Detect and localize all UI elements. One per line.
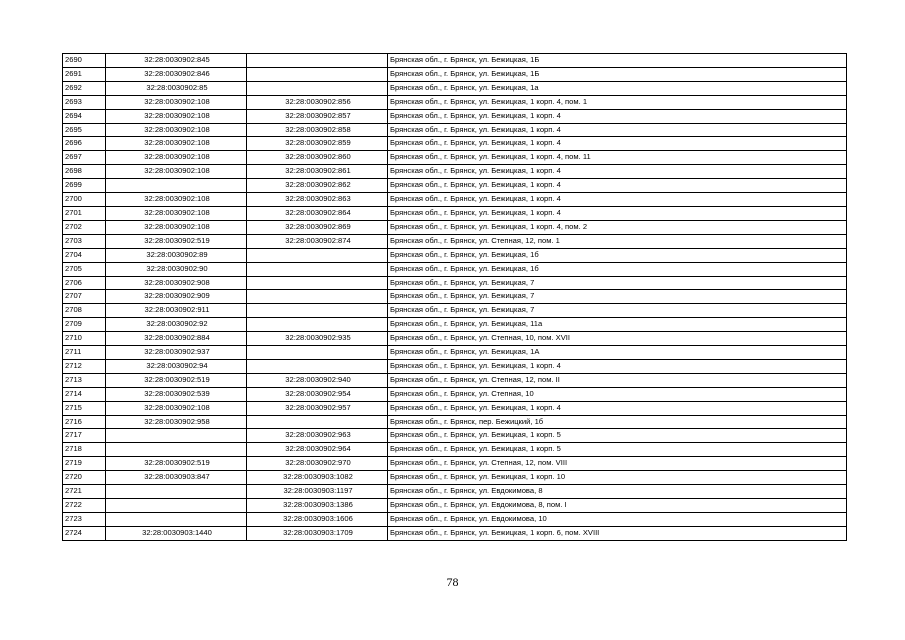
cadastral-number-cell: 32:28:0030902:89 [106,248,247,262]
cadastral-number-cell: 32:28:0030902:908 [106,276,247,290]
address-cell: Брянская обл., г. Брянск, ул. Бежицкая, 1а [388,81,847,95]
table-row [63,346,847,360]
row-number-cell: 2717 [63,429,106,443]
object-cadastral-number-cell: 32:28:0030903:1197 [247,485,388,499]
row-number-cell: 2711 [63,346,106,360]
cadastral-number-cell: 32:28:0030902:519 [106,457,247,471]
address-cell: Брянская обл., г. Брянск, ул. Бежицкая, 1 корп. 6, пом. XVIII [388,526,847,540]
cadastral-number-cell: 32:28:0030902:519 [106,373,247,387]
table-row [63,179,847,193]
row-number-cell: 2693 [63,95,106,109]
table-row [63,81,847,95]
cadastral-number-cell: 32:28:0030902:884 [106,332,247,346]
registry-table-body [63,54,847,541]
object-cadastral-number-cell: 32:28:0030902:940 [247,373,388,387]
row-number-cell: 2724 [63,526,106,540]
cadastral-number-cell: 32:28:0030902:845 [106,54,247,68]
address-cell: Брянская обл., г. Брянск, ул. Бежицкая, 1 корп. 4, пом. 1 [388,95,847,109]
row-number-cell: 2722 [63,499,106,513]
address-cell: Брянская обл., г. Брянск, ул. Бежицкая, 1 корп. 4 [388,109,847,123]
object-cadastral-number-cell: 32:28:0030902:858 [247,123,388,137]
address-cell: Брянская обл., г. Брянск, ул. Бежицкая, 1 корп. 4 [388,193,847,207]
object-cadastral-number-cell [247,81,388,95]
table-row [63,359,847,373]
address-cell: Брянская обл., г. Брянск, ул. Евдокимова, 10 [388,512,847,526]
object-cadastral-number-cell [247,290,388,304]
cadastral-number-cell: 32:28:0030902:846 [106,67,247,81]
object-cadastral-number-cell: 32:28:0030902:964 [247,443,388,457]
table-row [63,499,847,513]
row-number-cell: 2699 [63,179,106,193]
cadastral-number-cell: 32:28:0030902:108 [106,220,247,234]
object-cadastral-number-cell: 32:28:0030902:935 [247,332,388,346]
table-row [63,151,847,165]
object-cadastral-number-cell [247,262,388,276]
cadastral-number-cell [106,499,247,513]
table-row [63,109,847,123]
object-cadastral-number-cell: 32:28:0030902:856 [247,95,388,109]
address-cell: Брянская обл., г. Брянск, ул. Бежицкая, 1 корп. 5 [388,443,847,457]
object-cadastral-number-cell: 32:28:0030902:874 [247,234,388,248]
registry-table [62,53,847,541]
address-cell: Брянская обл., г. Брянск, ул. Бежицкая, 1б [388,248,847,262]
object-cadastral-number-cell: 32:28:0030902:963 [247,429,388,443]
object-cadastral-number-cell: 32:28:0030903:1709 [247,526,388,540]
cadastral-number-cell: 32:28:0030902:108 [106,95,247,109]
address-cell: Брянская обл., г. Брянск, ул. Степная, 12, пом. 1 [388,234,847,248]
table-row [63,485,847,499]
address-cell: Брянская обл., г. Брянск, ул. Степная, 12, пом. VIII [388,457,847,471]
cadastral-number-cell: 32:28:0030902:108 [106,401,247,415]
cadastral-number-cell [106,443,247,457]
row-number-cell: 2709 [63,318,106,332]
row-number-cell: 2715 [63,401,106,415]
cadastral-number-cell: 32:28:0030902:108 [106,193,247,207]
cadastral-number-cell: 32:28:0030902:937 [106,346,247,360]
address-cell: Брянская обл., г. Брянск, ул. Бежицкая, 1 корп. 4 [388,123,847,137]
address-cell: Брянская обл., г. Брянск, ул. Бежицкая, 1 корп. 4, пом. 2 [388,220,847,234]
object-cadastral-number-cell: 32:28:0030903:1606 [247,512,388,526]
object-cadastral-number-cell: 32:28:0030902:860 [247,151,388,165]
object-cadastral-number-cell [247,415,388,429]
cadastral-number-cell: 32:28:0030902:519 [106,234,247,248]
row-number-cell: 2714 [63,387,106,401]
table-row [63,401,847,415]
cadastral-number-cell: 32:28:0030902:539 [106,387,247,401]
address-cell: Брянская обл., г. Брянск, ул. Степная, 12, пом. II [388,373,847,387]
row-number-cell: 2700 [63,193,106,207]
object-cadastral-number-cell: 32:28:0030902:862 [247,179,388,193]
table-row [63,373,847,387]
object-cadastral-number-cell: 32:28:0030902:869 [247,220,388,234]
table-row [63,248,847,262]
table-row [63,67,847,81]
cadastral-number-cell: 32:28:0030902:108 [106,151,247,165]
table-row [63,526,847,540]
table-row [63,304,847,318]
address-cell: Брянская обл., г. Брянск, ул. Бежицкая, 1 корп. 5 [388,429,847,443]
cadastral-number-cell: 32:28:0030902:92 [106,318,247,332]
table-row [63,54,847,68]
cadastral-number-cell: 32:28:0030902:94 [106,359,247,373]
address-cell: Брянская обл., г. Брянск, ул. Бежицкая, 1 корп. 4 [388,165,847,179]
address-cell: Брянская обл., г. Брянск, ул. Бежицкая, 1 корп. 4 [388,206,847,220]
row-number-cell: 2690 [63,54,106,68]
object-cadastral-number-cell [247,54,388,68]
object-cadastral-number-cell: 32:28:0030902:859 [247,137,388,151]
cadastral-number-cell [106,485,247,499]
row-number-cell: 2695 [63,123,106,137]
row-number-cell: 2692 [63,81,106,95]
row-number-cell: 2716 [63,415,106,429]
table-row [63,332,847,346]
address-cell: Брянская обл., г. Брянск, ул. Бежицкая, 1 корп. 4 [388,137,847,151]
address-cell: Брянская обл., г. Брянск, ул. Евдокимова, 8, пом. I [388,499,847,513]
cadastral-number-cell: 32:28:0030902:958 [106,415,247,429]
table-row [63,457,847,471]
row-number-cell: 2713 [63,373,106,387]
row-number-cell: 2691 [63,67,106,81]
address-cell: Брянская обл., г. Брянск, ул. Бежицкая, 7 [388,290,847,304]
object-cadastral-number-cell: 32:28:0030902:957 [247,401,388,415]
row-number-cell: 2721 [63,485,106,499]
address-cell: Брянская обл., г. Брянск, ул. Бежицкая, 1Б [388,54,847,68]
row-number-cell: 2723 [63,512,106,526]
object-cadastral-number-cell: 32:28:0030903:1082 [247,471,388,485]
cadastral-number-cell: 32:28:0030902:911 [106,304,247,318]
object-cadastral-number-cell: 32:28:0030902:970 [247,457,388,471]
table-row [63,234,847,248]
page-number: 78 [446,575,459,589]
table-row [63,95,847,109]
object-cadastral-number-cell [247,318,388,332]
table-row [63,193,847,207]
object-cadastral-number-cell [247,359,388,373]
object-cadastral-number-cell [247,276,388,290]
cadastral-number-cell: 32:28:0030902:108 [106,137,247,151]
cadastral-number-cell: 32:28:0030902:90 [106,262,247,276]
table-row [63,123,847,137]
cadastral-number-cell [106,512,247,526]
table-row [63,206,847,220]
cadastral-number-cell: 32:28:0030902:108 [106,206,247,220]
row-number-cell: 2718 [63,443,106,457]
cadastral-number-cell: 32:28:0030902:909 [106,290,247,304]
row-number-cell: 2702 [63,220,106,234]
cadastral-number-cell: 32:28:0030902:108 [106,109,247,123]
object-cadastral-number-cell [247,248,388,262]
table-row [63,471,847,485]
address-cell: Брянская обл., г. Брянск, ул. Бежицкая, 11а [388,318,847,332]
object-cadastral-number-cell [247,346,388,360]
address-cell: Брянская обл., г. Брянск, ул. Бежицкая, 1 корп. 4 [388,359,847,373]
row-number-cell: 2712 [63,359,106,373]
table-row [63,443,847,457]
cadastral-number-cell [106,179,247,193]
table-row [63,429,847,443]
object-cadastral-number-cell: 32:28:0030902:861 [247,165,388,179]
table-row [63,165,847,179]
table-row [63,262,847,276]
object-cadastral-number-cell [247,304,388,318]
row-number-cell: 2698 [63,165,106,179]
address-cell: Брянская обл., г. Брянск, ул. Бежицкая, 7 [388,304,847,318]
object-cadastral-number-cell: 32:28:0030902:864 [247,206,388,220]
table-row [63,220,847,234]
object-cadastral-number-cell: 32:28:0030902:863 [247,193,388,207]
cadastral-number-cell: 32:28:0030902:108 [106,165,247,179]
address-cell: Брянская обл., г. Брянск, ул. Бежицкая, 1 корп. 4, пом. 11 [388,151,847,165]
address-cell: Брянская обл., г. Брянск, ул. Бежицкая, 1А [388,346,847,360]
address-cell: Брянская обл., г. Брянск, ул. Бежицкая, 1 корп. 10 [388,471,847,485]
row-number-cell: 2710 [63,332,106,346]
address-cell: Брянская обл., г. Брянск, ул. Степная, 10, пом. XVII [388,332,847,346]
row-number-cell: 2696 [63,137,106,151]
address-cell: Брянская обл., г. Брянск, ул. Бежицкая, 1б [388,262,847,276]
row-number-cell: 2705 [63,262,106,276]
cadastral-number-cell: 32:28:0030903:847 [106,471,247,485]
row-number-cell: 2708 [63,304,106,318]
row-number-cell: 2697 [63,151,106,165]
object-cadastral-number-cell: 32:28:0030903:1386 [247,499,388,513]
object-cadastral-number-cell: 32:28:0030902:857 [247,109,388,123]
table-row [63,387,847,401]
address-cell: Брянская обл., г. Брянск, ул. Бежицкая, 7 [388,276,847,290]
address-cell: Брянская обл., г. Брянск, ул. Бежицкая, 1 корп. 4 [388,401,847,415]
cadastral-number-cell: 32:28:0030903:1440 [106,526,247,540]
row-number-cell: 2694 [63,109,106,123]
row-number-cell: 2703 [63,234,106,248]
cadastral-number-cell: 32:28:0030902:108 [106,123,247,137]
object-cadastral-number-cell: 32:28:0030902:954 [247,387,388,401]
address-cell: Брянская обл., г. Брянск, ул. Степная, 10 [388,387,847,401]
address-cell: Брянская обл., г. Брянск, ул. Бежицкая, 1Б [388,67,847,81]
table-row [63,415,847,429]
row-number-cell: 2719 [63,457,106,471]
cadastral-number-cell [106,429,247,443]
row-number-cell: 2706 [63,276,106,290]
table-row [63,512,847,526]
table-row [63,137,847,151]
row-number-cell: 2707 [63,290,106,304]
table-row [63,290,847,304]
object-cadastral-number-cell [247,67,388,81]
cadastral-number-cell: 32:28:0030902:85 [106,81,247,95]
address-cell: Брянская обл., г. Брянск, ул. Евдокимова, 8 [388,485,847,499]
table-row [63,318,847,332]
table-row [63,276,847,290]
row-number-cell: 2720 [63,471,106,485]
row-number-cell: 2701 [63,206,106,220]
address-cell: Брянская обл., г. Брянск, пер. Бежицкий, 1б [388,415,847,429]
row-number-cell: 2704 [63,248,106,262]
address-cell: Брянская обл., г. Брянск, ул. Бежицкая, 1 корп. 4 [388,179,847,193]
